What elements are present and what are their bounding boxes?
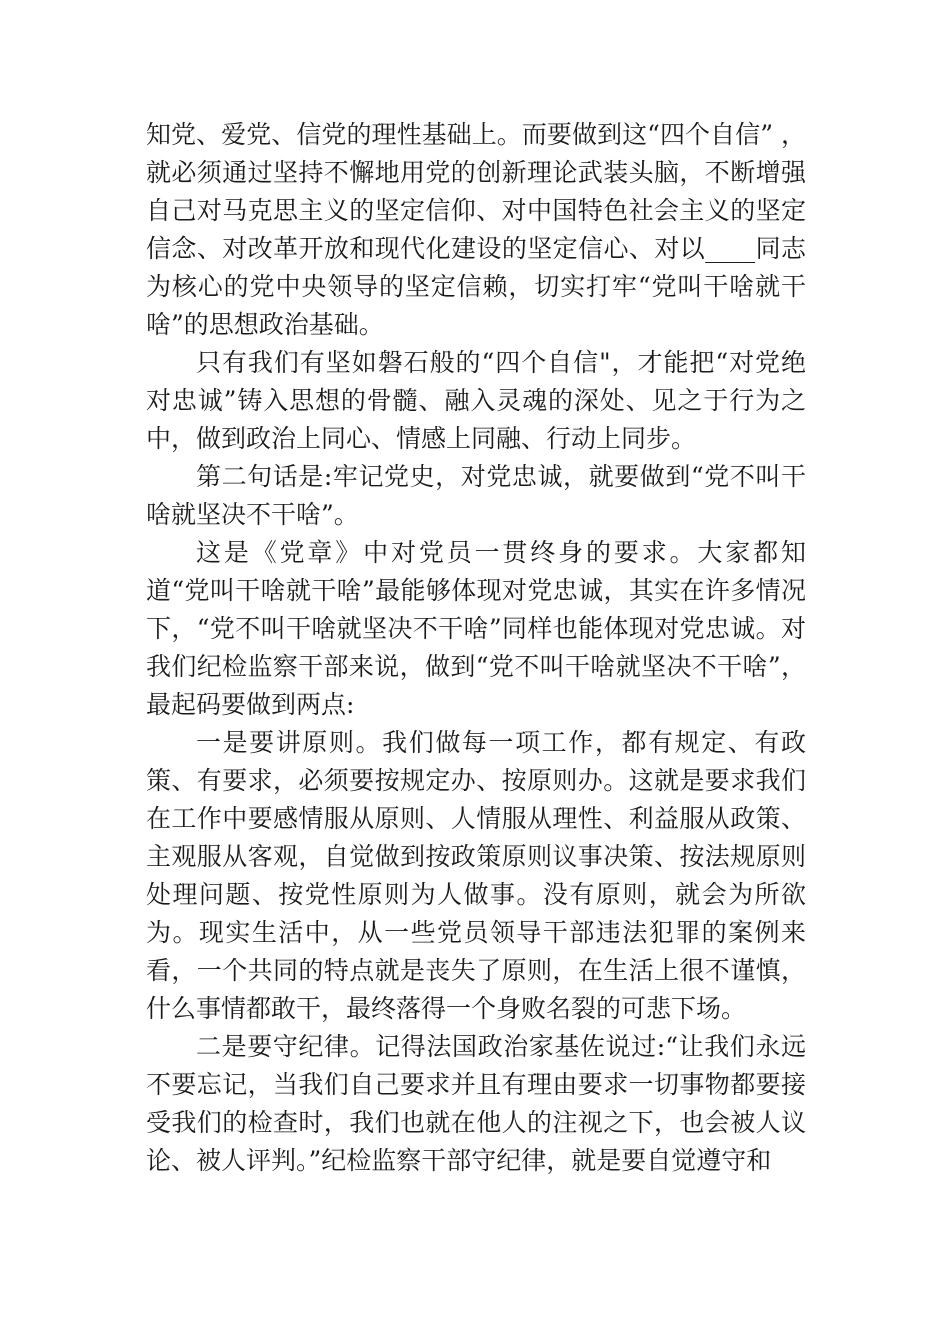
paragraph-discipline: 二是要守纪律。记得法国政治家基佐说过:“让我们永远不要忘记，当我们自己要求并且有理由要求一切事物都要接受我们的检查时，我们也就在他人的注视之下，也会被人议论、被人评判。”纪检监察干部守纪律，就是要自觉遵守和 [146,1032,806,1175]
document-body [146,116,806,1180]
paragraph-continuation: 知党、爱党、信党的理性基础上。而要做到这“四个自信” ，就必须通过坚持不懈地用党的创新理论武装头脑，不断增强自己对马克思主义的坚定信仰、对中国特色社会主义的坚定信念、对改革开放和现代化建设的坚定信心、对以____同志为核心的党中央领导的坚定信赖，切实打牢“党叫干啥就干啥”的思想政治基础。 [146,120,806,339]
paragraph-four-confidences: 只有我们有坚如磐石般的“四个自信"，才能把“对党绝对忠诚”铸入思想的骨髓、融入灵魂的深处、见之于行为之中，做到政治上同心、情感上同融、行动上同步。 [146,348,807,453]
paragraph-second-point: 第二句话是:牢记党史，对党忠诚，就要做到“党不叫干啥就坚决不干啥”。 [146,462,806,529]
paragraph-party-constitution: 这是《党章》中对党员一贯终身的要求。大家都知道“党叫干啥就干啥”最能够体现对党忠诚，其实在许多情况下，“党不叫干啥就坚决不干啥”同样也能体现对党忠诚。对我们纪检监察干部来说，做到“党不叫干啥就坚决不干啥”，最起码要做到两点: [146,538,806,719]
paragraph-principles: 一是要讲原则。我们做每一项工作，都有规定、有政策、有要求，必须要按规定办、按原则办。这就是要求我们在工作中要感情服从原则、人情服从理性、利益服从政策、主观服从客观，自觉做到按政策原则议事决策、按法规原则处理问题、按党性原则为人做事。没有原则，就会为所欲为。现实生活中，从一些党员领导干部违法犯罪的案例来看，一个共同的特点就是丧失了原则，在生活上很不谨慎，什么事情都敢干，最终落得一个身败名裂的可悲下场。 [146,728,806,1023]
